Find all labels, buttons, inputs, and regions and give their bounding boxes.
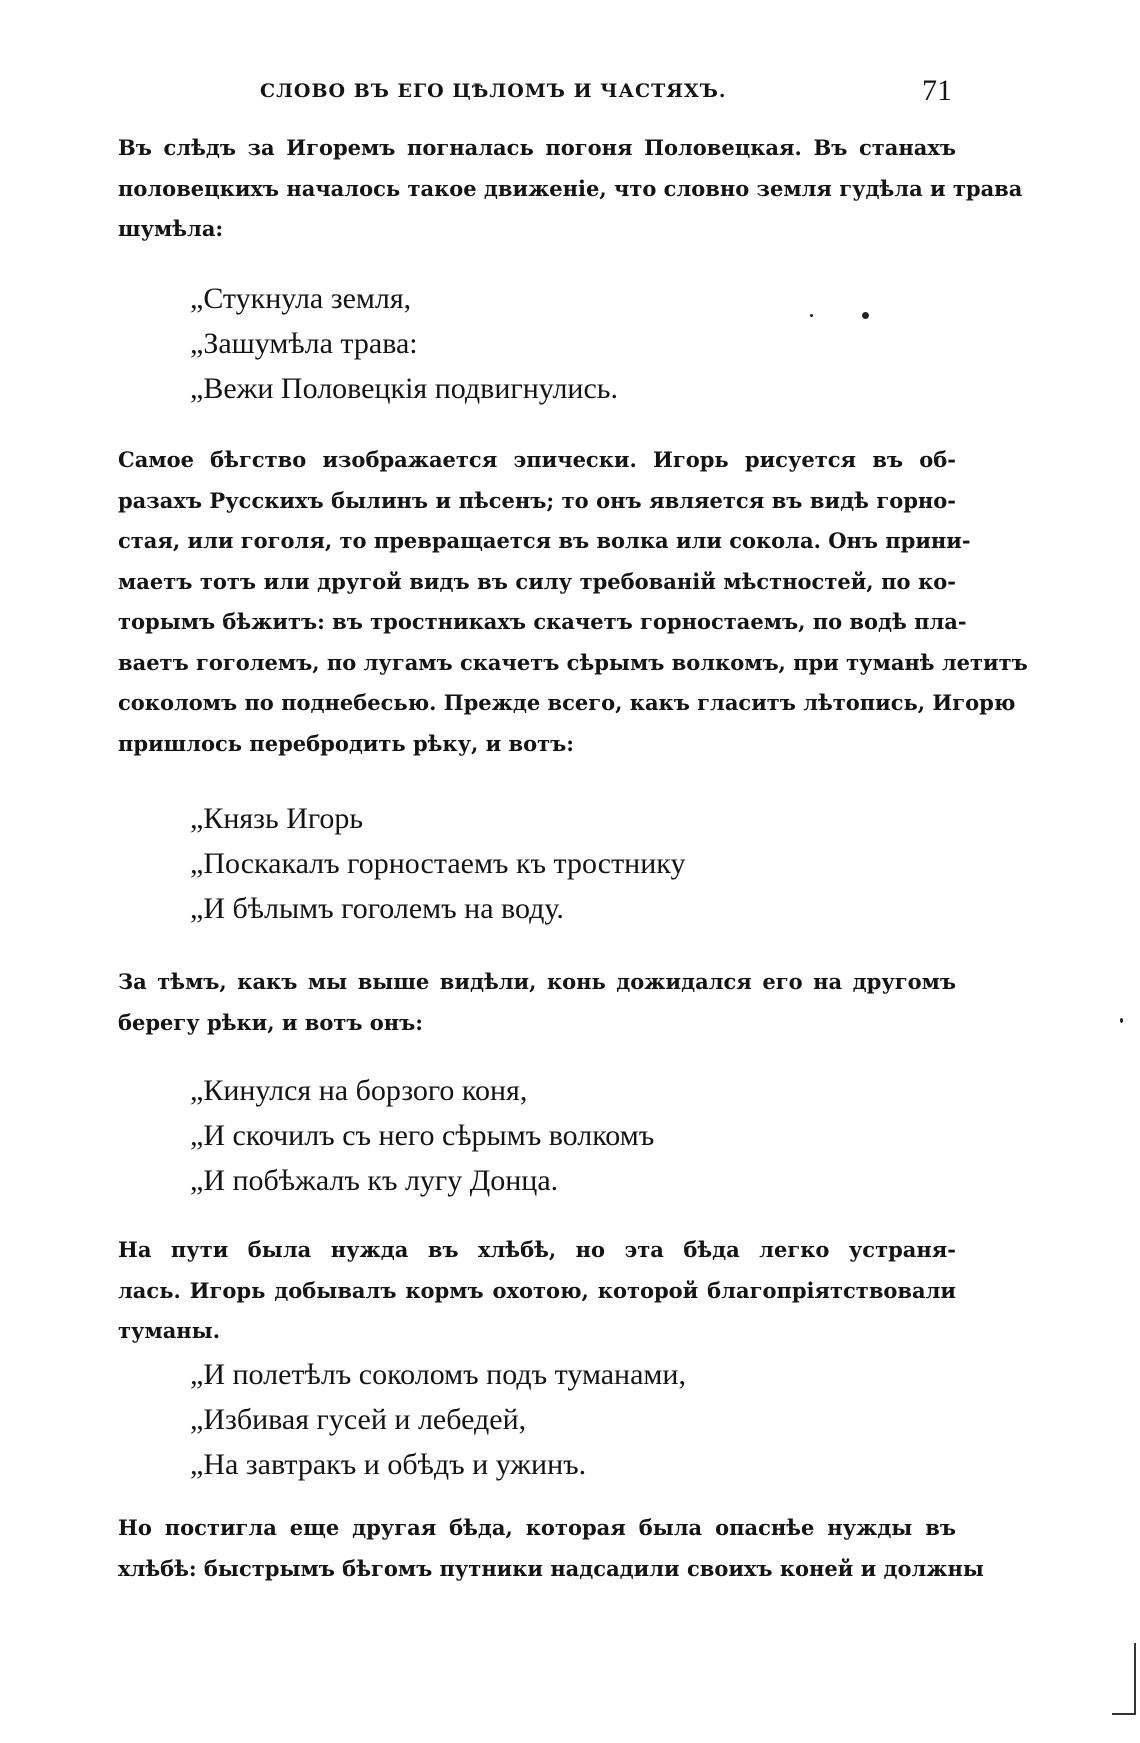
verse-line: „Князь Игорь <box>190 802 364 835</box>
text-line: туманы. <box>118 1318 221 1343</box>
verse-line: „И побѣжалъ къ лугу Донца. <box>190 1164 559 1197</box>
text-line: Самое бѣгство изображается эпически. Игорь рисуется въ об- <box>118 447 956 472</box>
text-line: пришлось перебродить рѣку, и вотъ: <box>118 730 575 756</box>
paragraph-3 <box>118 962 956 1043</box>
verse-1 <box>190 276 618 411</box>
page-number: 71 <box>922 74 952 107</box>
verse-line: „Стукнула земля, <box>190 282 412 315</box>
ink-speck <box>1120 1018 1123 1023</box>
text-line: хлѣбѣ: быстрымъ бѣгомъ путники надсадили своихъ коней и должны <box>118 1555 984 1581</box>
text-line: маетъ тотъ или другой видъ въ силу требованій мѣстностей, по ко- <box>118 568 956 594</box>
verse-line: „Кинулся на борзого коня, <box>190 1074 528 1107</box>
text-line: торымъ бѣжитъ: въ тростникахъ скачетъ горностаемъ, по водѣ пла- <box>118 609 967 634</box>
text-line: соколомъ по поднебесью. Прежде всего, какъ гласитъ лѣтопись, Игорю <box>118 690 1016 715</box>
paragraph-4 <box>118 1230 956 1352</box>
text-line: ваетъ гоголемъ, по лугамъ скачетъ сѣрымъ волкомъ, при туманѣ летитъ <box>118 649 1028 675</box>
verse-line: „Вежи Половецкія подвигнулись. <box>190 372 618 405</box>
verse-line: „Поскакалъ горностаемъ къ тростнику <box>190 847 686 880</box>
verse-4 <box>190 1352 686 1487</box>
ink-speck <box>810 314 813 317</box>
verse-line: „И скочилъ съ него сѣрымъ волкомъ <box>190 1119 655 1152</box>
paragraph-5 <box>118 1508 984 1589</box>
verse-3 <box>190 1068 654 1203</box>
verse-line: „И полетѣлъ соколомъ подъ туманами, <box>190 1358 686 1391</box>
running-title: СЛОВО ВЪ ЕГО ЦѢЛОМЪ И ЧАСТЯХЪ. <box>260 80 727 102</box>
text-line: На пути была нужда въ хлѣбѣ, но эта бѣда легко устраня- <box>118 1237 956 1262</box>
text-line: стая, или гоголя, то превращается въ волка или сокола. Онъ прини- <box>118 528 971 553</box>
verse-line: „На завтракъ и обѣдъ и ужинъ. <box>190 1448 587 1481</box>
verse-line: „Избивая гусей и лебедей, <box>190 1403 527 1436</box>
verse-line: „Зашумѣла трава: <box>190 327 418 360</box>
text-line: разахъ Русскихъ былинъ и пѣсенъ; то онъ является въ видѣ горно- <box>118 487 956 513</box>
paragraph-1 <box>118 128 1023 250</box>
ink-speck <box>862 312 869 319</box>
text-line: шумѣла: <box>118 216 224 241</box>
verse-line: „И бѣлымъ гоголемъ на воду. <box>190 892 564 925</box>
text-line: лась. Игорь добывалъ кормъ охотою, которой благопріятствовали <box>118 1277 956 1303</box>
verse-2 <box>190 796 685 931</box>
text-line: Но постигла еще другая бѣда, которая была опаснѣе нужды въ <box>118 1515 956 1540</box>
text-line: Въ слѣдъ за Игоремъ погналась погоня Половецкая. Въ станахъ <box>118 135 956 160</box>
text-line: половецкихъ началось такое движеніе, что словно земля гудѣла и трава <box>118 175 1023 201</box>
paragraph-2 <box>118 440 1028 764</box>
scan-edge-mark <box>1112 1643 1136 1715</box>
text-line: берегу рѣки, и вотъ онъ: <box>118 1009 424 1035</box>
text-line: За тѣмъ, какъ мы выше видѣли, конь дожидался его на другомъ <box>118 969 956 994</box>
